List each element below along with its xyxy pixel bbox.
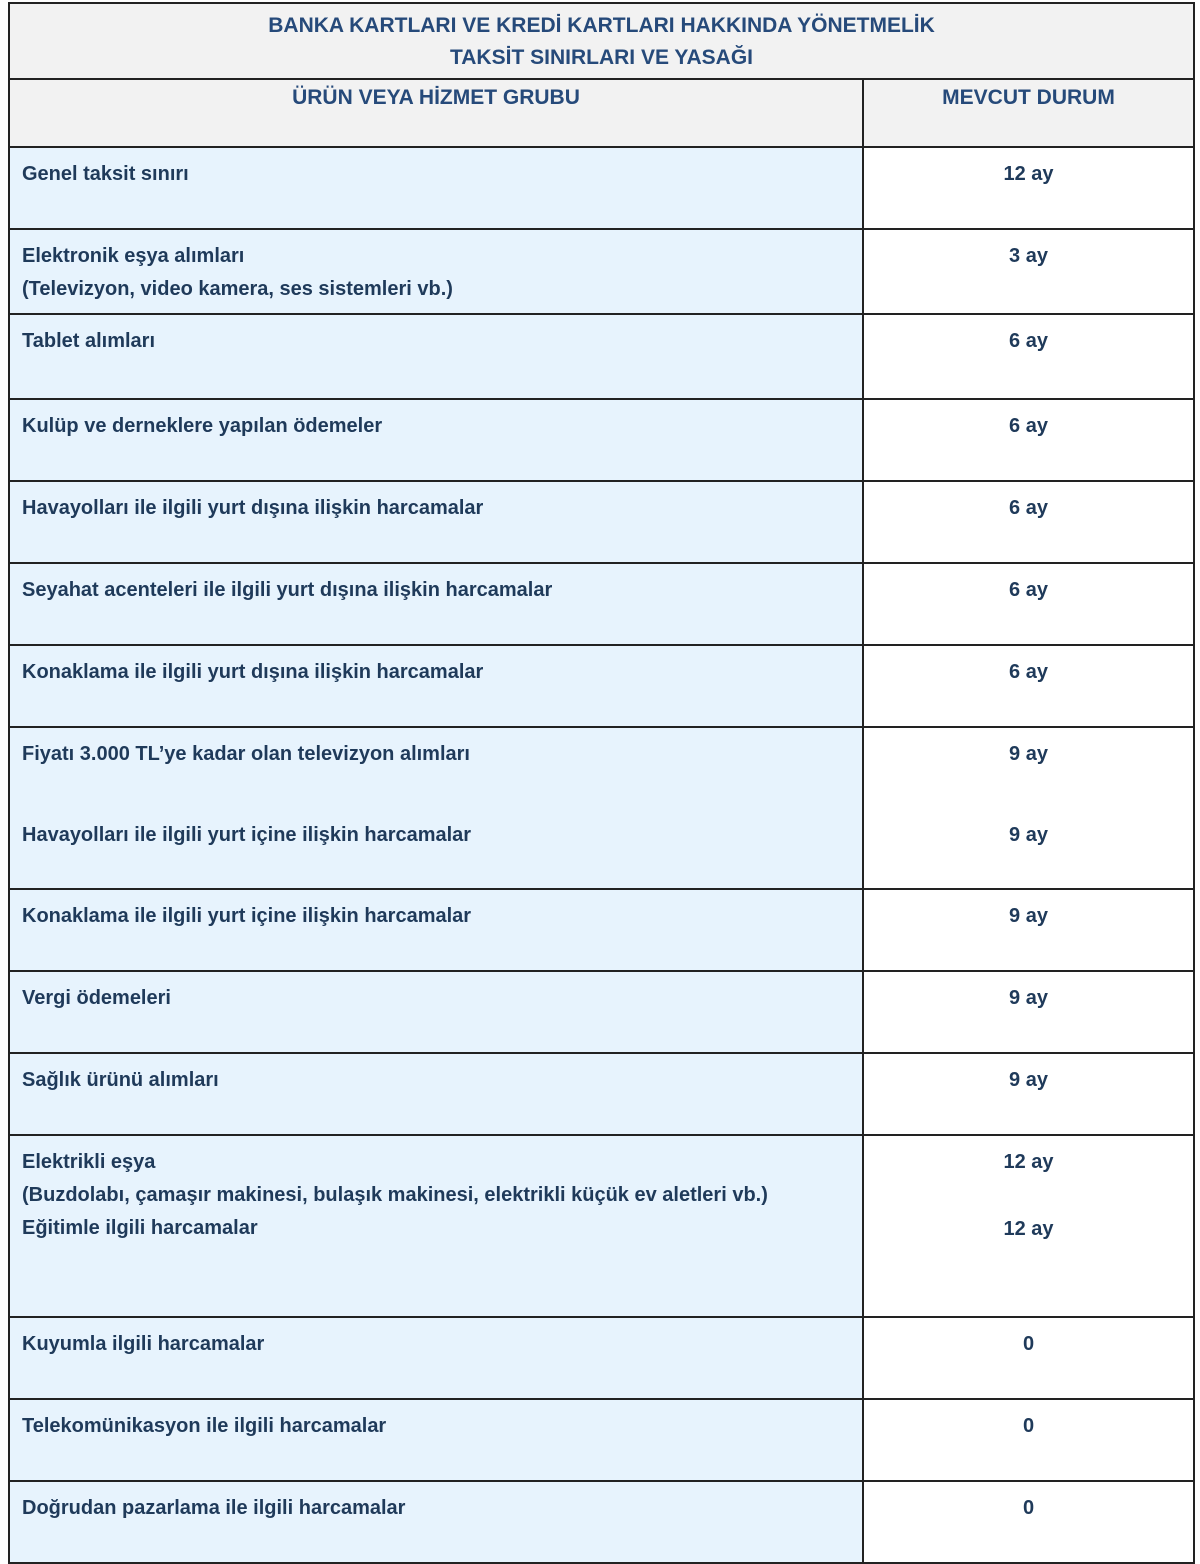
- row-value: 9 ay: [863, 889, 1194, 971]
- header-row: [9, 79, 1194, 147]
- table-row: [9, 1481, 1194, 1563]
- row-value: 12 ay: [863, 147, 1194, 229]
- title-line-1: BANKA KARTLARI VE KREDİ KARTLARI HAKKINDA YÖNETMELİK: [268, 14, 935, 37]
- row-value: 12 ay: [1003, 1151, 1054, 1173]
- row-value: 0: [863, 1399, 1194, 1481]
- table-row: [9, 481, 1194, 563]
- table-row: [9, 889, 1194, 971]
- row-value: 6 ay: [863, 563, 1194, 645]
- table-row: [9, 1135, 1194, 1317]
- row-label-cell: [9, 1135, 863, 1317]
- row-label: Havayolları ile ilgili yurt dışına ilişkin harcamalar: [9, 481, 863, 563]
- row-label: Seyahat acenteleri ile ilgili yurt dışına ilişkin harcamalar: [9, 563, 863, 645]
- row-label: Tablet alımları: [9, 314, 863, 399]
- title-line-2: TAKSİT SINIRLARI VE YASAĞI: [450, 46, 753, 69]
- row-note: (Televizyon, video kamera, ses sistemleri vb.): [22, 278, 453, 300]
- row-value: 0: [863, 1317, 1194, 1399]
- table-row: [9, 1317, 1194, 1399]
- row-label: Doğrudan pazarlama ile ilgili harcamalar: [9, 1481, 863, 1563]
- row-label: Havayolları ile ilgili yurt içine ilişkin harcamalar: [22, 824, 472, 846]
- row-value: 6 ay: [863, 645, 1194, 727]
- document: [8, 2, 1193, 1564]
- row-label: Sağlık ürünü alımları: [9, 1053, 863, 1135]
- row-label: Elektronik eşya alımları: [22, 245, 245, 267]
- column-header-status: MEVCUT DURUM: [863, 79, 1194, 147]
- row-value-cell: [863, 727, 1194, 889]
- row-label: Kuyumla ilgili harcamalar: [9, 1317, 863, 1399]
- column-header-product: ÜRÜN VEYA HİZMET GRUBU: [9, 79, 863, 147]
- table-row: [9, 727, 1194, 889]
- row-value: 9 ay: [863, 971, 1194, 1053]
- row-value: 0: [863, 1481, 1194, 1563]
- row-value: 9 ay: [863, 1053, 1194, 1135]
- row-label: Fiyatı 3.000 TL’ye kadar olan televizyon alımları: [22, 743, 470, 765]
- row-value-cell: [863, 1135, 1194, 1317]
- row-label: Konaklama ile ilgili yurt dışına ilişkin harcamalar: [9, 645, 863, 727]
- row-label: Elektrikli eşya: [22, 1151, 156, 1173]
- row-label-cell: [9, 229, 863, 314]
- row-value: 9 ay: [1009, 824, 1048, 846]
- row-label: Eğitimle ilgili harcamalar: [22, 1217, 258, 1239]
- table-row: [9, 314, 1194, 399]
- row-value: 12 ay: [1003, 1218, 1054, 1240]
- installment-table: [8, 2, 1195, 1564]
- table-row: [9, 563, 1194, 645]
- row-label: Vergi ödemeleri: [9, 971, 863, 1053]
- row-note: (Buzdolabı, çamaşır makinesi, bulaşık makinesi, elektrikli küçük ev aletleri vb.): [22, 1184, 768, 1206]
- row-value: 3 ay: [863, 229, 1194, 314]
- row-label-cell: [9, 727, 863, 889]
- table-row: [9, 1053, 1194, 1135]
- table-row: [9, 971, 1194, 1053]
- row-label: Telekomünikasyon ile ilgili harcamalar: [9, 1399, 863, 1481]
- row-label: Konaklama ile ilgili yurt içine ilişkin harcamalar: [9, 889, 863, 971]
- row-value: 9 ay: [1009, 743, 1048, 765]
- title-row: [9, 3, 1194, 79]
- row-label: Genel taksit sınırı: [9, 147, 863, 229]
- table-title: [9, 3, 1194, 79]
- table-row: [9, 399, 1194, 481]
- table-row: [9, 229, 1194, 314]
- row-value: 6 ay: [863, 399, 1194, 481]
- table-row: [9, 147, 1194, 229]
- row-label: Kulüp ve derneklere yapılan ödemeler: [9, 399, 863, 481]
- table-row: [9, 645, 1194, 727]
- table-row: [9, 1399, 1194, 1481]
- row-value: 6 ay: [863, 314, 1194, 399]
- row-value: 6 ay: [863, 481, 1194, 563]
